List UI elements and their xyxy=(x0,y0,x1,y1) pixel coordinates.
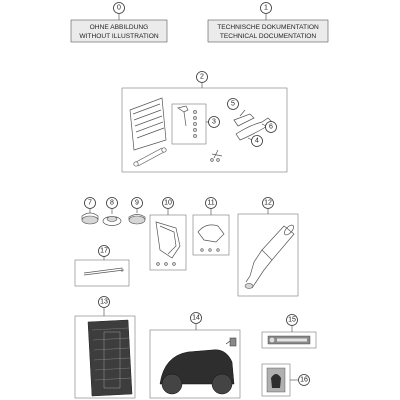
svg-text:14: 14 xyxy=(192,314,200,322)
callout-8 xyxy=(107,198,118,209)
key-fob xyxy=(267,368,285,392)
callout-3 xyxy=(209,117,220,128)
svg-text:10: 10 xyxy=(164,199,172,207)
frame-protector-frame xyxy=(150,215,186,270)
callout-4 xyxy=(252,136,263,147)
svg-text:7: 7 xyxy=(88,199,92,207)
cap-9 xyxy=(129,215,145,225)
callout-7 xyxy=(85,198,96,209)
callout-16 xyxy=(299,375,310,386)
svg-text:1: 1 xyxy=(264,4,268,12)
callout-2 xyxy=(197,72,208,83)
callout-14 xyxy=(191,313,202,324)
technical-documentation-de: TECHNISCHE DOKUMENTATION xyxy=(217,24,319,31)
callout-11 xyxy=(206,198,217,209)
no-illustration-label xyxy=(71,20,167,42)
garage-mat xyxy=(88,320,132,396)
callout-5 xyxy=(228,99,239,110)
callout-6 xyxy=(266,122,277,133)
bits-frame xyxy=(172,104,206,144)
sticker xyxy=(268,336,310,344)
svg-text:4: 4 xyxy=(255,137,259,145)
svg-text:13: 13 xyxy=(100,298,108,306)
callout-17 xyxy=(99,246,110,257)
svg-text:16: 16 xyxy=(300,376,308,384)
svg-text:17: 17 xyxy=(100,247,108,255)
svg-text:6: 6 xyxy=(269,123,273,131)
svg-text:2: 2 xyxy=(200,73,204,81)
svg-text:3: 3 xyxy=(212,118,216,126)
callout-10 xyxy=(163,198,174,209)
technical-documentation-en: TECHNICAL DOCUMENTATION xyxy=(219,33,317,40)
callout-12 xyxy=(263,198,274,209)
callout-15 xyxy=(287,315,298,326)
svg-text:12: 12 xyxy=(264,199,272,207)
callout-0 xyxy=(114,3,125,14)
svg-text:11: 11 xyxy=(207,199,215,207)
svg-text:0: 0 xyxy=(117,4,121,12)
cap-8 xyxy=(103,217,121,226)
no-illustration-de: OHNE ABBILDUNG xyxy=(89,24,149,31)
callout-13 xyxy=(99,297,110,308)
cap-7 xyxy=(82,213,98,224)
no-illustration-en: WITHOUT ILLUSTRATION xyxy=(79,33,159,40)
svg-text:8: 8 xyxy=(110,199,114,207)
technical-documentation-label xyxy=(208,20,328,42)
callout-9 xyxy=(132,198,143,209)
svg-text:15: 15 xyxy=(288,316,296,324)
callout-1 xyxy=(261,3,272,14)
svg-text:9: 9 xyxy=(135,199,139,207)
svg-text:5: 5 xyxy=(231,100,235,108)
